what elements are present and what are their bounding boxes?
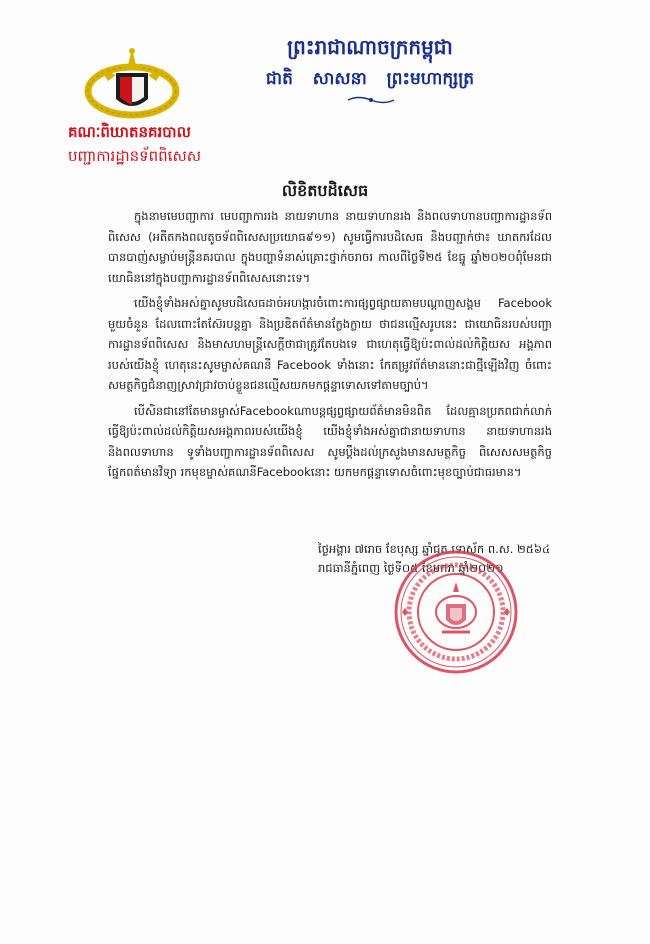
paragraph-1: ក្នុងនាមមេបញ្ជាការ មេបញ្ជាការរង នាយទាហាន នាយទាហានរង និងពលទាហានបញ្ជាការដ្ឋានទ័ពពិសេស (អតីតកងពលតូចទ័ពពិសេសប្រយោធ៩១១) សូមធ្វើការបដិសេធ និងបញ្ជាក់ថា៖ ឃាតករដែលបានបាញ់សម្លាប់មន្ត្រីនគរបាល ក្នុងបញ្ហាទំនាស់គ្រោះថ្នាក់ចរាចរ កាលពីថ្ងៃទី២៥ ខែធ្នូ ឆ្នាំ២០២០ពុំមែនជាយោធិននៅក្នុងបញ្ជាការដ្ឋានទ័ពពិសេសនោះទេ។ (108, 209, 552, 285)
document-title: លិខិតបដិសេធ (281, 181, 369, 200)
kingdom-header (250, 34, 490, 90)
decorative-ornament-icon (346, 94, 396, 106)
place-date-line: រាជធានីភ្នំពេញ ថ្ងៃទី០៥ ខែមករា ឆ្នាំ២០២១ (318, 561, 504, 575)
unit-name-line2: បញ្ជាការដ្ឋានទ័ពពិសេស (68, 147, 202, 165)
unit-header (68, 122, 278, 166)
paragraph-2: យើងខ្ញុំទាំងអស់គ្នាសូមបដិសេធដាច់អហង្ការចំពោះការផ្សព្វផ្សាយតាមបណ្ដាញសង្គម Facebook មួយចំនួន ដែលពោះតែស៊ែរបន្តគ្នា និងប្រឌិតព័ត៌មានក្លែងក្លាយ ថាជនល្មើសរូបនេះ ជាយោធិនរបស់បញ្ជាការដ្ឋានទ័ពពិសេស និងមាសហមន្ត្រីសេក្តីថាជាត្រូវតែបងទេ ជាហេតុធ្វើឱ្យប៉ះពាល់ដល់កិត្តិយស អង្គភាពរបស់យើងខ្ញុំ ហេតុនេះសូមម្ចាស់គណនី Facebook ទាំងនោះ កែតម្រូវព័ត៌មាននោះជាថ្មីឡើងវិញ ចំពោះសមត្ថកិច្ចជំនាញស្រាវជ្រាវចាប់ខ្លួនជនល្មើសយកមកផ្ដន្ទាទោសទៅតាមច្បាប់។ (108, 296, 552, 392)
lunar-date-line: ថ្ងៃអង្គារ ៧រោច ខែបុស្ស ឆ្នាំជូត ទោស័ក ព.ស. ២៥៦៤ (318, 542, 551, 556)
official-seal-stamp (392, 548, 520, 676)
military-emblem-icon (82, 45, 182, 120)
national-motto: ជាតិ សាសនា ព្រះមហាក្សត្រ (265, 69, 475, 89)
letter-body (108, 206, 552, 488)
unit-name-line1: គណៈពិឃាតនគរបាល (68, 123, 191, 141)
kingdom-title: ព្រះរាជាណាចក្រកម្ពុជា (287, 35, 453, 59)
paragraph-3: បើសិនជានៅតែមានម្ចាស់Facebookណាបន្តផ្សព្វផ្សាយព័ត៌មានមិនពិត ដែលគ្មានប្រភពជាក់លាក់ ធ្វើឱ្យប៉ះពាល់ដល់កិត្តិយសអង្គភាពរបស់យើងខ្ញុំ យើងខ្ញុំទាំងអស់គ្នាជានាយទាហាន នាយទាហានរង និងពលទាហាន ទូទាំងបញ្ជាការដ្ឋានទ័ពពិសេស សូមប្ដឹងដល់ក្រសួងមានសមត្ថកិច្ច ពិសេសសមត្ថកិច្ចផ្នែកពត៌មានវិទ្យា រកមុខម្ចាស់គណនីFacebookនោះ យកមកផ្ដន្ទាទោសចំពោះមុខច្បាប់ជាធរមាន។ (108, 403, 552, 479)
